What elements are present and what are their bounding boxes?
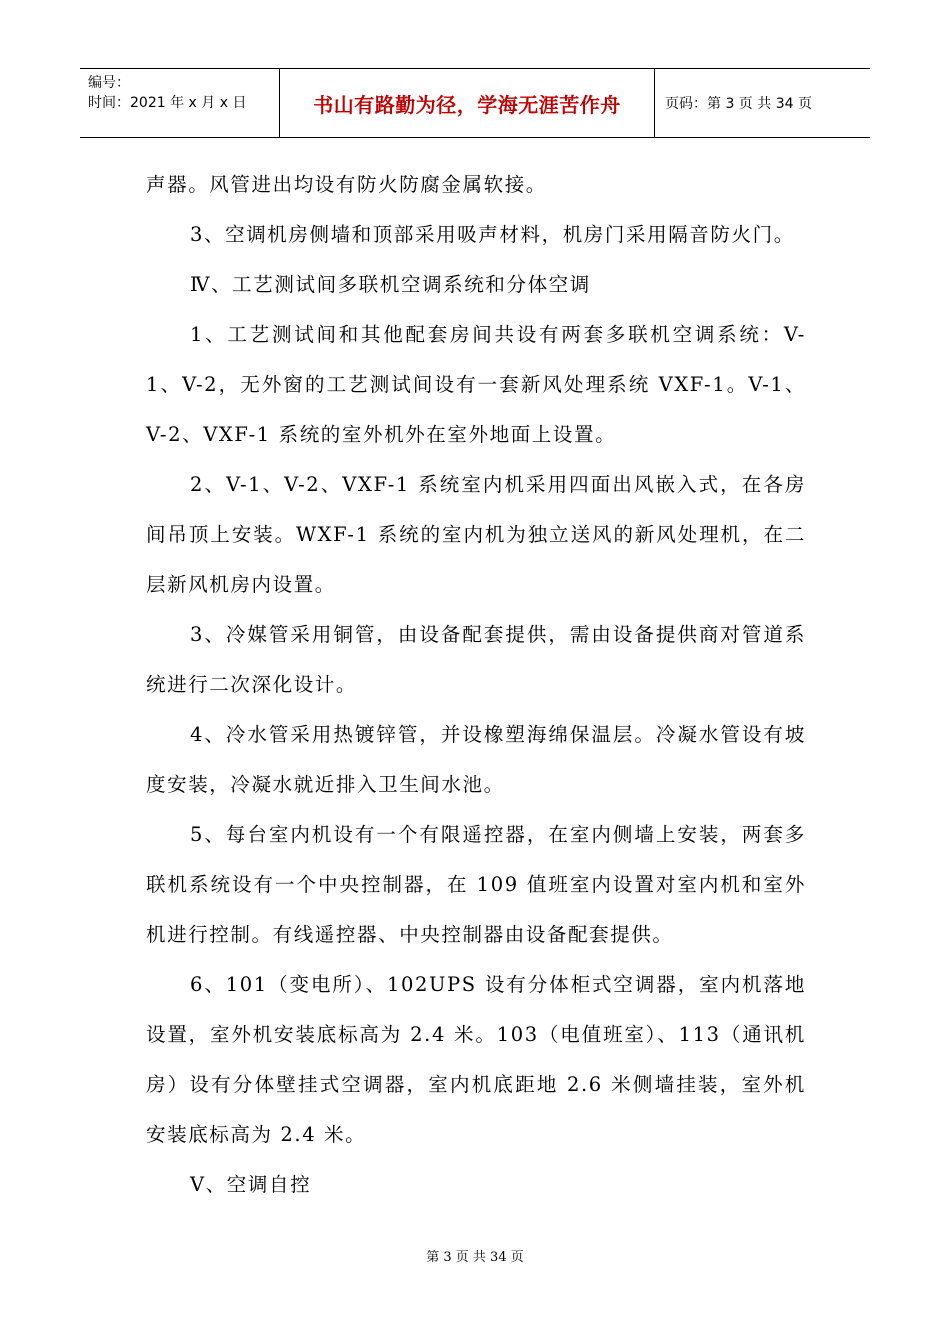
paragraph: 6、101（变电所）、102UPS 设有分体柜式空调器，室内机落地设置，室外机安装底标高为 2.4 米。103（电值班室）、113（通讯机房）设有分体壁挂式空调器，室内机底距地 2.6 米侧墙挂装，室外机安装底标高为 2.4 米。 <box>146 973 806 1146</box>
header-page-info: 页码：第 3 页 共 34 页 <box>665 96 812 112</box>
section-heading: Ⅴ、空调自控 <box>190 1173 312 1196</box>
paragraph: 3、冷媒管采用铜管，由设备配套提供，需由设备提供商对管道系统进行二次深化设计。 <box>146 623 806 696</box>
section-heading: Ⅳ、工艺测试间多联机空调系统和分体空调 <box>190 273 591 296</box>
header-motto: 书山有路勤为径，学海无涯苦作舟 <box>313 92 621 117</box>
paragraph: 1、工艺测试间和其他配套房间共设有两套多联机空调系统：V-1、V-2，无外窗的工艺测试间设有一套新风处理系统 VXF-1。V-1、V-2、VXF-1 系统的室外机外在室外地面上设置。 <box>146 323 806 446</box>
paragraph: 4、冷水管采用热镀锌管，并设橡塑海绵保温层。冷凝水管设有坡度安装，冷凝水就近排入卫生间水池。 <box>146 723 806 796</box>
paragraph: 3、空调机房侧墙和顶部采用吸声材料，机房门采用隔音防火门。 <box>190 223 795 246</box>
paragraph: 5、每台室内机设有一个有限遥控器，在室内侧墙上安装，两套多联机系统设有一个中央控制器，在 109 值班室内设置对室内机和室外机进行控制。有线遥控器、中央控制器由设备配套提供。 <box>146 823 806 946</box>
paragraph: 声器。风管进出均设有防火防腐金属软接。 <box>146 173 547 196</box>
paragraph: 2、V-1、V-2、VXF-1 系统室内机采用四面出风嵌入式，在各房间吊顶上安装。WXF-1 系统的室内机为独立送风的新风处理机，在二层新风机房内设置。 <box>146 473 806 596</box>
time-label: 时间：2021 年 x 月 x 日 <box>88 95 247 111</box>
document-body <box>146 160 806 1210</box>
number-label: 编号： <box>88 75 130 91</box>
page-header <box>80 68 870 138</box>
page-footer: 第 3 页 共 34 页 <box>426 1250 524 1265</box>
header-meta <box>80 69 280 137</box>
header-motto-cell <box>280 69 655 137</box>
